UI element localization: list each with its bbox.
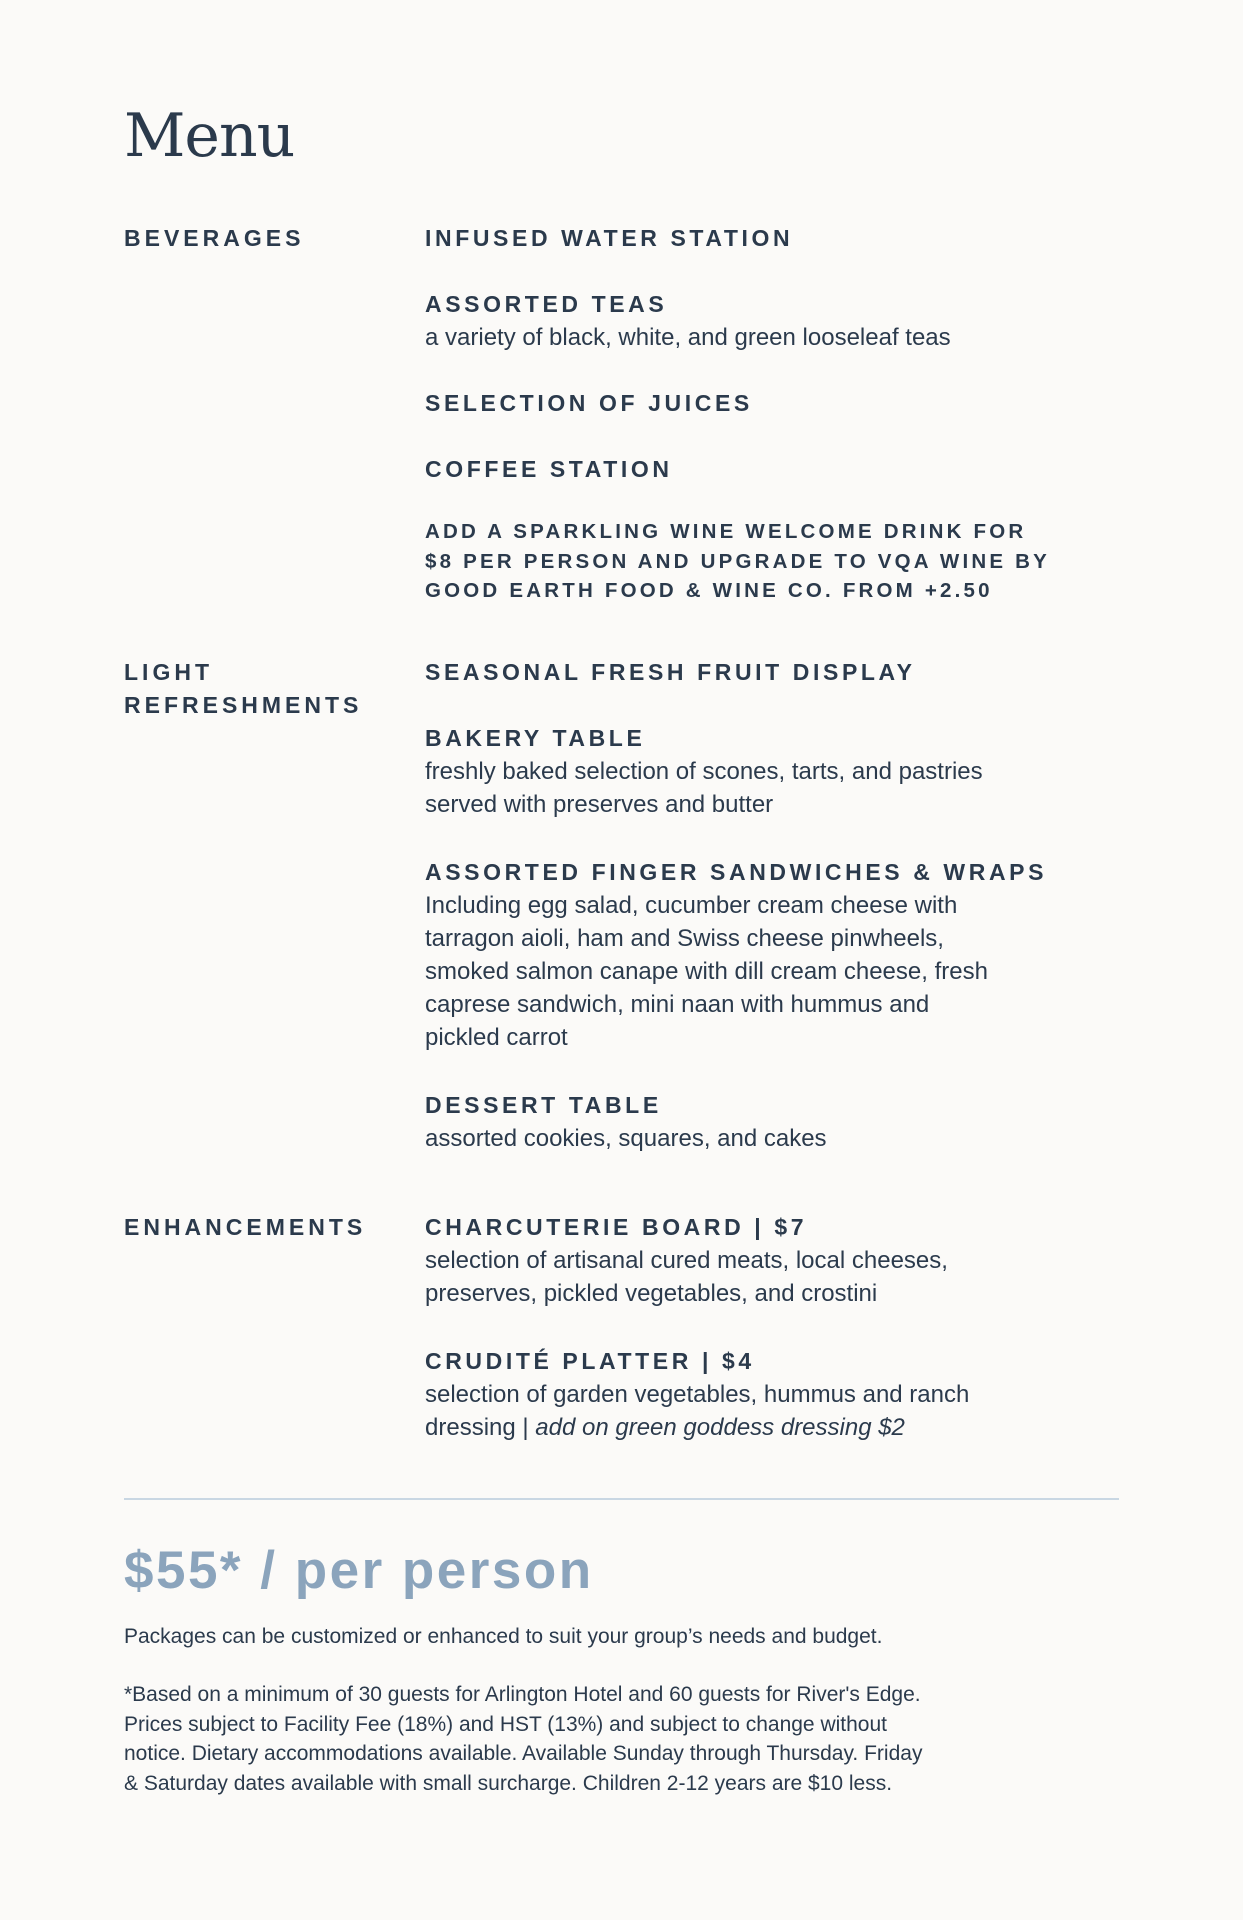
item-name: CHARCUTERIE BOARD | $7 — [425, 1214, 808, 1240]
item-description: freshly baked selection of scones, tarts, and pastries — [425, 758, 983, 785]
item-name: INFUSED WATER STATION — [425, 225, 794, 251]
sparkling-wine-note — [425, 517, 1125, 606]
item-name: BAKERY TABLE — [425, 725, 646, 751]
enhancements-label: ENHANCEMENTS — [124, 1214, 367, 1240]
menu-item — [425, 1211, 1125, 1310]
item-name: ASSORTED FINGER SANDWICHES & WRAPS — [425, 859, 1048, 885]
item-description — [425, 1411, 1125, 1444]
menu-item — [425, 1089, 1125, 1155]
enhancements-items — [425, 1211, 1125, 1444]
fine-print-line: Prices subject to Facility Fee (18%) and HST (13%) and subject to change without — [124, 1712, 887, 1736]
light-refreshments-items — [425, 656, 1125, 1155]
item-description: caprese sandwich, mini naan with hummus and — [425, 991, 930, 1018]
add-on-text: add on green goddess dressing $2 — [535, 1414, 905, 1441]
beverages-items — [425, 222, 1125, 606]
menu-item — [425, 222, 1125, 255]
menu-item — [425, 856, 1125, 1054]
item-name: SEASONAL FRESH FRUIT DISPLAY — [425, 659, 916, 685]
item-description: selection of garden vegetables, hummus and ranch — [425, 1381, 970, 1408]
fine-print-line: *Based on a minimum of 30 guests for Arlington Hotel and 60 guests for River's Edge. — [124, 1683, 921, 1706]
item-description: pickled carrot — [425, 1024, 568, 1051]
menu-item — [425, 722, 1125, 821]
item-description: a variety of black, white, and green looseleaf teas — [425, 324, 951, 351]
menu-item — [425, 453, 1125, 486]
note-line: ADD A SPARKLING WINE WELCOME DRINK FOR — [425, 520, 1027, 543]
fine-print — [124, 1680, 1124, 1798]
divider — [124, 1498, 1119, 1500]
item-description: selection of artisanal cured meats, local cheeses, — [425, 1247, 948, 1274]
item-description: served with preserves and butter — [425, 791, 774, 818]
item-description: smoked salmon canape with dill cream cheese, fresh — [425, 958, 988, 985]
item-name: CRUDITÉ PLATTER | $4 — [425, 1348, 755, 1374]
label-line: REFRESHMENTS — [124, 692, 363, 718]
menu-item — [425, 288, 1125, 354]
item-name: DESSERT TABLE — [425, 1092, 662, 1118]
fine-print-line: & Saturday dates available with small surcharge. Children 2-12 years are $10 less. — [124, 1771, 893, 1795]
item-description: assorted cookies, squares, and cakes — [425, 1125, 827, 1152]
beverages-label: BEVERAGES — [124, 225, 305, 251]
item-name: ASSORTED TEAS — [425, 291, 668, 317]
item-description: Including egg salad, cucumber cream cheese with — [425, 892, 958, 919]
light-refreshments-label — [124, 656, 404, 722]
item-name: SELECTION OF JUICES — [425, 390, 753, 416]
page-title: Menu — [124, 101, 295, 171]
label-line: LIGHT — [124, 659, 213, 685]
item-description: preserves, pickled vegetables, and crostini — [425, 1280, 878, 1307]
menu-item — [425, 1345, 1125, 1444]
item-name: COFFEE STATION — [425, 456, 673, 482]
price-per-person: $55* / per person — [124, 1541, 594, 1600]
menu-item — [425, 656, 1125, 689]
fine-print-line: notice. Dietary accommodations available. Available Sunday through Thursday. Friday — [124, 1742, 923, 1765]
menu-item — [425, 387, 1125, 420]
item-description: tarragon aioli, ham and Swiss cheese pinwheels, — [425, 925, 944, 952]
note-line: $8 PER PERSON AND UPGRADE TO VQA WINE BY — [425, 549, 1051, 573]
customize-note: Packages can be customized or enhanced to suit your group’s needs and budget. — [124, 1625, 883, 1648]
note-line: GOOD EARTH FOOD & WINE CO. FROM +2.50 — [425, 579, 993, 602]
description-text: dressing | — [425, 1414, 536, 1441]
